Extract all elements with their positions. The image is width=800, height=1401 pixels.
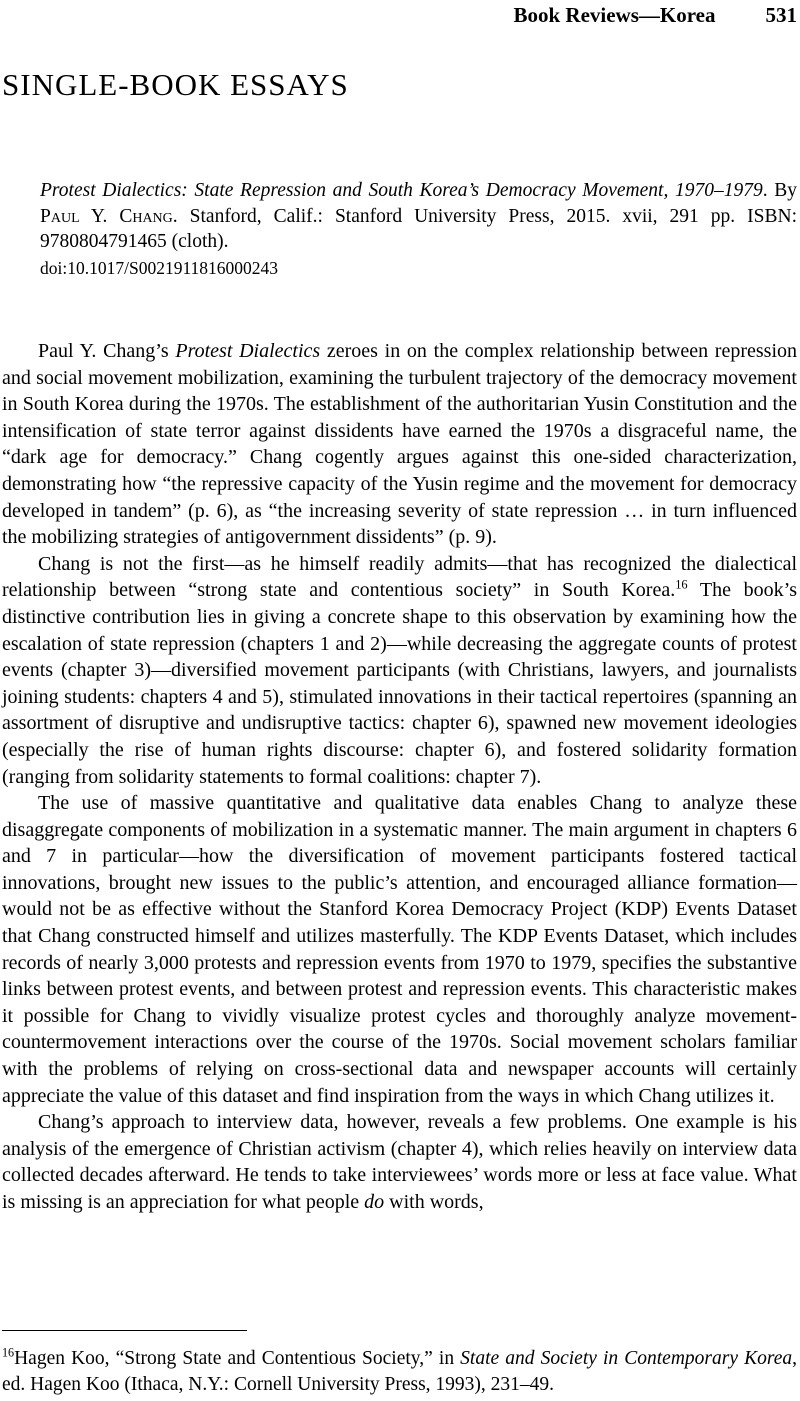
paragraph-4: Chang’s approach to interview data, however, reveals a few problems. One example is his analysis of the emergence of Christian activism (chapter 4), which relies heavily on interview data collected decades afterward. He tends to take interviewees’ words more or less at face value. What is missing is an appreciation for what people do with words,: [2, 1111, 797, 1213]
running-head: [0, 2, 797, 28]
review-body: [2, 338, 797, 1216]
paragraph-2: Chang is not the first—as he himself readily admits—that has recognized the dialectical relationship between “strong state and contentious society” in South Korea.$^{16}$ The book’s distinctive contribution lies in giving a concrete shape to this observation by examining how the escalation of state repression (chapters 1 and 2)—while decreasing the aggregate counts of protest events (chapter 3)—diversified movement participants (with Christians, lawyers, and journalists joining students: chapters 4 and 5), stimulated innovations in their tactical repertoires (spanning an assortment of disruptive and undisruptive tactics: chapter 6), spawned new movement ideologies (especially the rise of human rights discourse: chapter 6), and fostered solidarity formation (ranging from solidarity statements to formal coalitions: chapter 7).: [2, 552, 797, 788]
book-citation: [40, 178, 797, 280]
running-head-title: Book Reviews—Korea: [513, 3, 716, 27]
page-number: 531: [765, 3, 797, 27]
paragraph-1: Paul Y. Chang’s Protest Dialectics zeroes in on the complex relationship between repression and social movement mobilization, examining the turbulent trajectory of the democracy movement in South Korea during the 1970s. The establishment of the authoritarian Yusin Constitution and the intensification of state terror against dissidents have earned the 1970s a disgraceful name, the “dark age for democracy.” Chang cogently argues against this one-sided characterization, demonstrating how “the repressive capacity of the Yusin regime and the movement for democracy developed in tandem” (p. 6), as “the increasing severity of state repression … in turn influenced the mobilizing strategies of antigovernment dissidents” (p. 9).: [2, 340, 797, 549]
footnote-rule: [2, 1330, 247, 1331]
footnote-text: $^{16}$Hagen Koo, “Strong State and Contentious Society,” in State and Society in Contemporary Korea, ed. Hagen Koo (Ithaca, N.Y.: Cornell University Press, 1993), 231–49.: [2, 1345, 797, 1395]
citation-text: Protest Dialectics: State Repression and South Korea’s Democracy Movement, 1970–1979. By Paul Y. Chang. Stanford, Calif.: Stanford University Press, 2015. xvii, 291 pp. ISBN: 9780804791465 (cloth).: [40, 180, 797, 252]
doi-line: doi:10.1017/S0021911816000243: [40, 257, 279, 278]
section-title: SINGLE-BOOK ESSAYS: [2, 67, 349, 102]
footnote-area: [2, 1330, 797, 1398]
paragraph-3: The use of massive quantitative and qualitative data enables Chang to analyze these disaggregate components of mobilization in a systematic manner. The main argument in chapters 6 and 7 in particular—how the diversification of movement participants fostered tactical innovations, brought new issues to the public’s attention, and encouraged alliance formation—would not be as effective without the Stanford Korea Democracy Project (KDP) Events Dataset that Chang constructed himself and utilizes masterfully. The KDP Events Dataset, which includes records of nearly 3,000 protests and repression events from 1970 to 1979, specifies the substantive links between protest events, and between protest and repression events. This characteristic makes it possible for Chang to vividly visualize protest cycles and thoroughly analyze movement-countermovement interactions over the course of the 1970s. Social movement scholars familiar with the problems of relying on cross-sectional data and newspaper accounts will certainly appreciate the value of this dataset and find inspiration from the ways in which Chang utilizes it.: [2, 792, 797, 1107]
